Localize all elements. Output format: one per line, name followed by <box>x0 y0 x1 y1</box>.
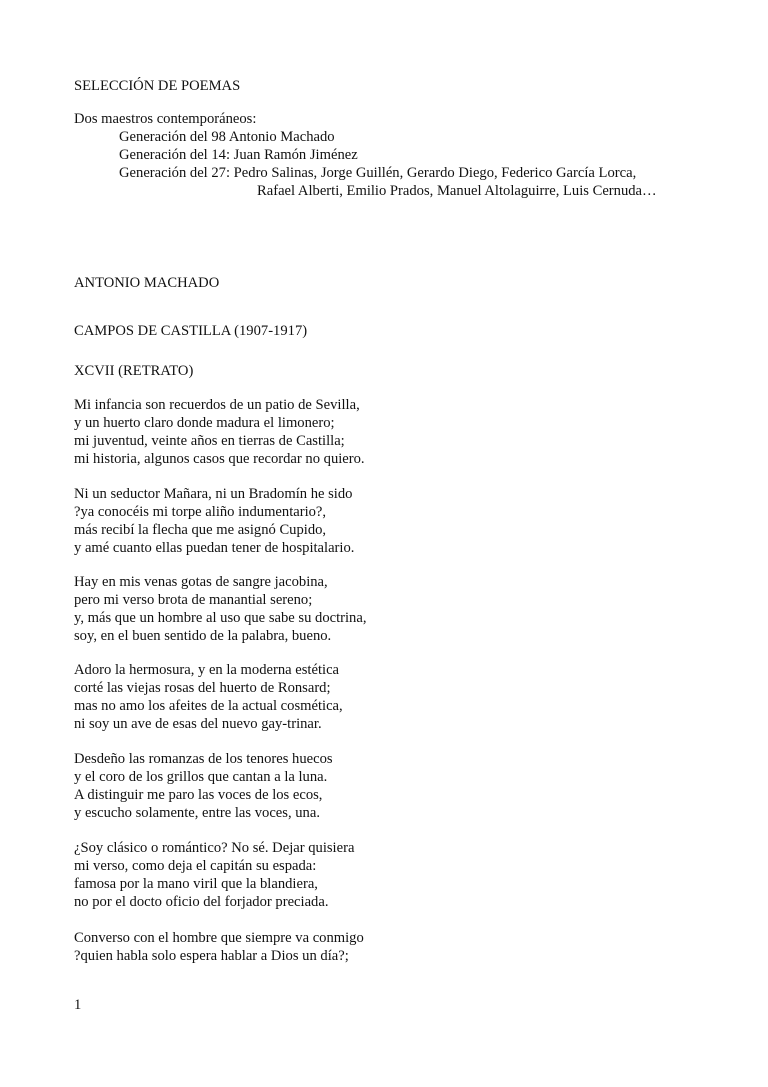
generation-14: Generación del 14: Juan Ramón Jiménez <box>119 147 358 163</box>
verse-line: y, más que un hombre al uso que sabe su doctrina, <box>74 610 367 626</box>
generation-98: Generación del 98 Antonio Machado <box>119 129 335 145</box>
verse-line: corté las viejas rosas del huerto de Ronsard; <box>74 680 331 696</box>
verse-line: más recibí la flecha que me asignó Cupido, <box>74 522 327 538</box>
verse-line: Ni un seductor Mañara, ni un Bradomín he sido <box>74 486 353 502</box>
document-title: SELECCIÓN DE POEMAS <box>74 78 241 94</box>
generation-27: Generación del 27: Pedro Salinas, Jorge Guillén, Gerardo Diego, Federico García Lorca, <box>119 165 637 181</box>
verse-line: mi verso, como deja el capitán su espada: <box>74 858 317 874</box>
poem-title: XCVII (RETRATO) <box>74 363 194 379</box>
verse-line: ?quien habla solo espera hablar a Dios un día?; <box>74 948 349 964</box>
verse-line: famosa por la mano viril que la blandiera, <box>74 876 318 892</box>
verse-line: mi juventud, veinte años en tierras de Castilla; <box>74 433 345 449</box>
verse-line: y amé cuanto ellas puedan tener de hospitalario. <box>74 540 355 556</box>
verse-line: y escucho solamente, entre las voces, una. <box>74 805 320 821</box>
verse-line: Hay en mis venas gotas de sangre jacobina, <box>74 574 328 590</box>
generation-27-continued: Rafael Alberti, Emilio Prados, Manuel Altolaguirre, Luis Cernuda… <box>257 183 657 199</box>
verse-line: y el coro de los grillos que cantan a la luna. <box>74 769 328 785</box>
verse-line: pero mi verso brota de manantial sereno; <box>74 592 313 608</box>
verse-line: ni soy un ave de esas del nuevo gay-trinar. <box>74 716 322 732</box>
verse-line: Desdeño las romanzas de los tenores huecos <box>74 751 333 767</box>
verse-line: mi historia, algunos casos que recordar no quiero. <box>74 451 365 467</box>
page-number: 1 <box>74 997 82 1013</box>
verse-line: y un huerto claro donde madura el limonero; <box>74 415 335 431</box>
verse-line: A distinguir me paro las voces de los ecos, <box>74 787 323 803</box>
verse-line: soy, en el buen sentido de la palabra, bueno. <box>74 628 332 644</box>
verse-line: Adoro la hermosura, y en la moderna estética <box>74 662 340 678</box>
verse-line: Converso con el hombre que siempre va conmigo <box>74 930 364 946</box>
verse-line: ¿Soy clásico o romántico? No sé. Dejar quisiera <box>74 840 355 856</box>
verse-line: mas no amo los afeites de la actual cosmética, <box>74 698 343 714</box>
verse-line: no por el docto oficio del forjador preciada. <box>74 894 329 910</box>
verse-line: ?ya conocéis mi torpe aliño indumentario?, <box>74 504 327 520</box>
verse-line: Mi infancia son recuerdos de un patio de Sevilla, <box>74 397 360 413</box>
author-heading: ANTONIO MACHADO <box>74 275 220 291</box>
book-heading: CAMPOS DE CASTILLA (1907-1917) <box>74 323 308 339</box>
intro-heading: Dos maestros contemporáneos: <box>74 111 257 127</box>
